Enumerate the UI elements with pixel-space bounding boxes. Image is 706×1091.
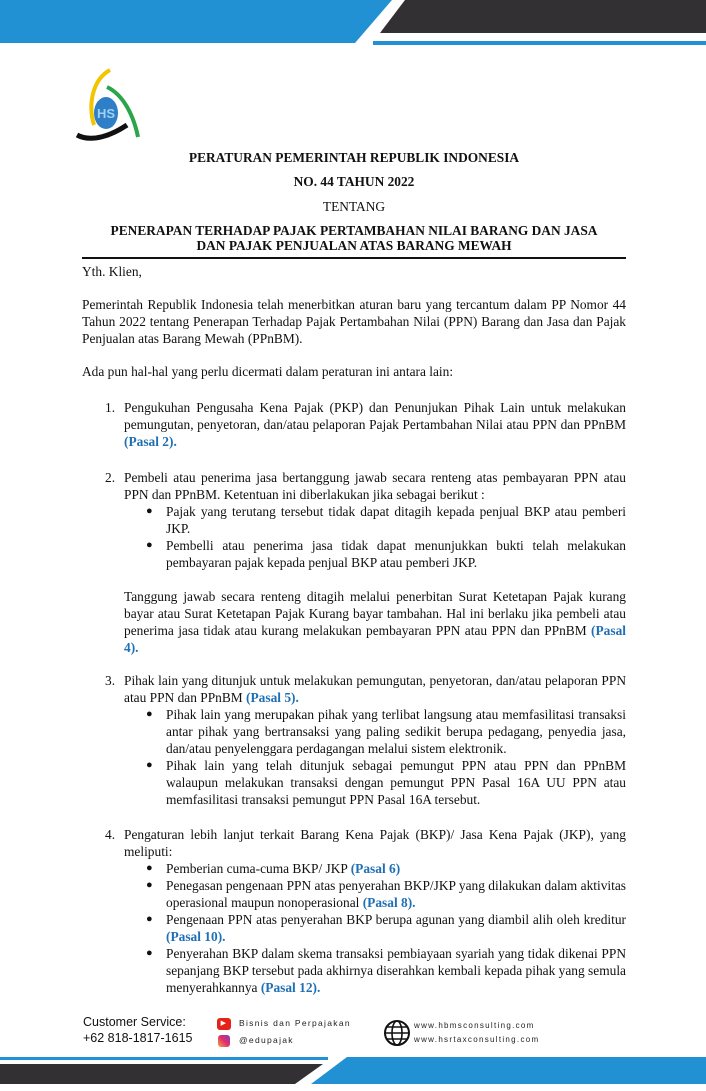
social-links	[217, 1015, 351, 1049]
bullet-icon: ●	[146, 759, 153, 771]
bullet-item	[146, 860, 626, 877]
title-line-4b: DAN PAJAK PENJUALAN ATAS BARANG MEWAH	[196, 238, 512, 253]
website-link-2[interactable]: www.hsrtaxconsulting.com	[414, 1035, 540, 1044]
list-item-1	[105, 399, 626, 450]
bullet-icon: ●	[146, 862, 153, 874]
bullet-item	[146, 911, 626, 945]
title-line-2: NO. 44 TAHUN 2022	[293, 174, 415, 189]
list-item-3	[105, 672, 626, 808]
header-banner	[0, 0, 706, 50]
document-body	[0, 149, 706, 1091]
title-line-3: TENTANG	[322, 199, 386, 214]
bullet-text: Pajak yang terutang tersebut tidak dapat ditagih kepada penjual BKP atau pemberi JKP.	[166, 504, 626, 536]
title-line-4a: PENERAPAN TERHADAP PAJAK PERTAMBAHAN NILAI BARANG DAN JASA	[110, 223, 598, 238]
title-divider	[82, 257, 626, 259]
item-text: Pihak lain yang ditunjuk untuk melakukan pemungutan, penyetoran, dan/atau pelaporan PPN atau PPN dan PPnBM	[124, 673, 626, 705]
intro-paragraph: Pemerintah Republik Indonesia telah menerbitkan aturan baru yang tercantum dalam PP Nomor 44 Tahun 2022 tentang Penerapan Terhadap Pajak Pertambahan Nilai (PPN) Barang dan Jasa dan Pajak Penjualan atas Barang Mewah (PPnBM).	[82, 297, 626, 346]
footer-blue-line	[0, 1057, 328, 1060]
footer-dark-band	[0, 1064, 323, 1084]
instagram-icon	[218, 1035, 230, 1047]
bullet-item	[146, 503, 626, 537]
bullet-item	[146, 706, 626, 757]
instagram-label: @edupajak	[239, 1035, 294, 1045]
footer	[0, 1014, 706, 1048]
websites	[414, 1019, 539, 1047]
bullet-icon: ●	[146, 539, 153, 551]
bullet-item	[146, 537, 626, 571]
cs-phone[interactable]: +62 818-1817-1615	[83, 1031, 193, 1045]
pasal-reference: (Pasal 12).	[260, 980, 321, 995]
list-item-2	[105, 469, 626, 656]
item-text: Pembeli atau penerima jasa bertanggung jawab secara renteng atas pembayaran PPN atau PPN dan PPnBM. Ketentuan ini diberlakukan jika sebagai berikut :	[124, 470, 626, 502]
globe-icon	[383, 1019, 411, 1047]
youtube-icon: ▶	[217, 1018, 231, 1030]
bullet-text: Penegasan pengenaan PPN atas penyerahan BKP/JKP yang dilakukan dalam aktivitas operasional maupun nonoperasional	[166, 878, 626, 910]
logo-text: HS	[96, 106, 116, 121]
bullet-item	[146, 877, 626, 911]
bullet-text: Penyerahan BKP dalam skema transaksi pembiayaan syariah yang tidak dikenai PPN sepanjang BKP tersebut pada akhirnya diserahkan kembali kepada pihak yang semula menyerahkannya	[166, 946, 626, 995]
item-number: 3.	[105, 673, 116, 688]
bullet-text: Pembelli atau penerima jasa tidak dapat menunjukkan bukti telah melakukan pembayaran pajak kepada penjual BKP atau pemberi JKP.	[166, 538, 626, 570]
pasal-reference: (Pasal 2).	[124, 434, 177, 449]
item-text: Pengaturan lebih lanjut terkait Barang Kena Pajak (BKP)/ Jasa Kena Pajak (JKP), yang meliputi:	[124, 827, 626, 859]
website-link-1[interactable]: www.hbmsconsulting.com	[414, 1021, 535, 1030]
pasal-reference: (Pasal 6)	[350, 861, 401, 876]
bullet-text: Pihak lain yang merupakan pihak yang terlibat langsung atau memfasilitasi transaksi antar pihak yang bertransaksi yang paling sedikit berupa pedagang, penyedia jasa, dan/atau penyelenggara perdagangan melalui sistem elektronik.	[166, 707, 626, 756]
bullet-item	[146, 757, 626, 808]
bullet-icon: ●	[146, 505, 153, 517]
bullet-icon: ●	[146, 708, 153, 720]
item-note	[124, 588, 626, 656]
header-blue-line	[373, 41, 706, 45]
cs-label: Customer Service:	[83, 1015, 186, 1029]
item-number: 4.	[105, 827, 116, 842]
item-text: Pengukuhan Pengusaha Kena Pajak (PKP) dan Penunjukan Pihak Lain untuk melakukan pemungutan, penyetoran, dan/atau pelaporan Pajak Pertambahan Nilai atau PPN dan PPnBM	[124, 400, 626, 432]
youtube-label: Bisnis dan Perpajakan	[239, 1018, 351, 1028]
item-number: 1.	[105, 400, 116, 415]
bullet-text: Pengenaan PPN atas penyerahan BKP berupa agunan yang diambil alih oleh kreditur	[166, 912, 626, 927]
list-item-4	[105, 826, 626, 996]
youtube-link[interactable]	[217, 1015, 351, 1032]
header-blue-band	[0, 0, 392, 43]
bullet-icon: ●	[146, 879, 153, 891]
bullet-text: Pemberian cuma-cuma BKP/ JKP	[166, 861, 351, 876]
pasal-reference: (Pasal 10).	[166, 929, 226, 944]
pasal-reference: (Pasal 4).	[124, 623, 626, 655]
bullet-item	[146, 945, 626, 996]
pasal-reference: (Pasal 5).	[246, 690, 299, 705]
bullet-icon: ●	[146, 913, 153, 925]
note-text: Tanggung jawab secara renteng ditagih melalui penerbitan Surat Ketetapan Pajak kurang bayar atau Surat Ketetapan Pajak Kurang bayar tambahan. Hal ini berlaku jika pembeli atau penerima jasa tidak atau kurang melakukan pembayaran PPN atau PPN dan PPnBM	[124, 589, 626, 638]
pasal-reference: (Pasal 8).	[362, 895, 416, 910]
bullet-icon: ●	[146, 947, 153, 959]
title-line-1: PERATURAN PEMERINTAH REPUBLIK INDONESIA	[188, 150, 520, 165]
lead-paragraph: Ada pun hal-hal yang perlu dicermati dalam peraturan ini antara lain:	[82, 364, 454, 379]
bullet-text: Pihak lain yang telah ditunjuk sebagai pemungut PPN atau PPN dan PPnBM walaupun melakukan transaksi dengan pemungut PPN Pasal 16A UU PPN atau memfasilitasi transaksi pemungut PPN Pasal 16A tersebut.	[166, 758, 626, 807]
item-number: 2.	[105, 470, 116, 485]
customer-service	[83, 1014, 192, 1046]
instagram-link[interactable]	[217, 1032, 351, 1049]
greeting: Yth. Klien,	[82, 264, 142, 279]
company-logo	[72, 65, 142, 145]
footer-banner	[0, 1051, 706, 1091]
header-dark-band	[380, 0, 706, 33]
title-block	[44, 149, 664, 253]
